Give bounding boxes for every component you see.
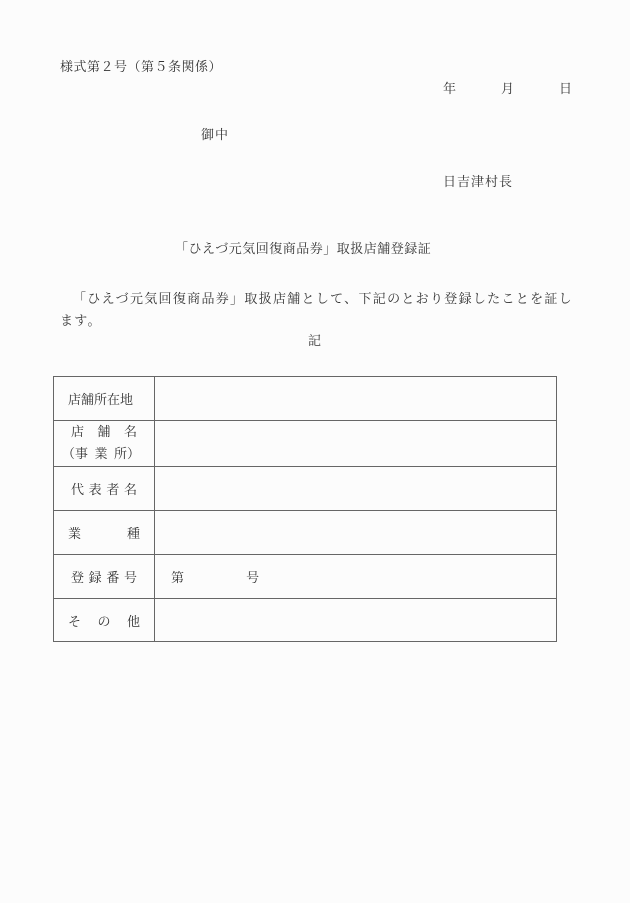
body-text: 「ひえづ元気回復商品券」取扱店舗として、下記のとおり登録したことを証します。 bbox=[60, 292, 573, 329]
register-table bbox=[53, 376, 557, 642]
value-other[interactable] bbox=[155, 599, 557, 642]
label-registration-number: 登 録 番 号 bbox=[54, 555, 155, 599]
label-industry: 業 種 bbox=[54, 511, 155, 555]
value-representative[interactable] bbox=[155, 467, 557, 511]
registration-prefix: 第 bbox=[171, 571, 185, 586]
label-other: そ の 他 bbox=[54, 599, 155, 642]
date-year-field[interactable]: 年 bbox=[443, 82, 457, 97]
value-store-name[interactable] bbox=[155, 421, 557, 467]
addressee: 御中 bbox=[201, 128, 230, 143]
ki-label: 記 bbox=[308, 334, 322, 349]
registration-suffix: 号 bbox=[246, 571, 260, 586]
table-row-address bbox=[54, 377, 557, 421]
table-row-other bbox=[54, 599, 557, 642]
document-title: 「ひえづ元気回復商品券」取扱店舗登録証 bbox=[175, 242, 432, 257]
issuer: 日吉津村長 bbox=[443, 175, 514, 190]
form-number: 様式第２号（第５条関係） bbox=[60, 60, 223, 75]
value-industry[interactable] bbox=[155, 511, 557, 555]
date-day-field[interactable]: 日 bbox=[559, 82, 573, 97]
table-row-store-name bbox=[54, 421, 557, 467]
table-row-representative bbox=[54, 467, 557, 511]
date-month-field[interactable]: 月 bbox=[501, 82, 515, 97]
table-row-registration-number bbox=[54, 555, 557, 599]
label-store-address: 店舗所在地 bbox=[54, 377, 155, 421]
label-store-name: 店 舗 名 （事 業 所） bbox=[54, 421, 155, 467]
value-registration-number[interactable] bbox=[155, 555, 557, 599]
label-representative: 代 表 者 名 bbox=[54, 467, 155, 511]
value-store-address[interactable] bbox=[155, 377, 557, 421]
table-row-industry bbox=[54, 511, 557, 555]
